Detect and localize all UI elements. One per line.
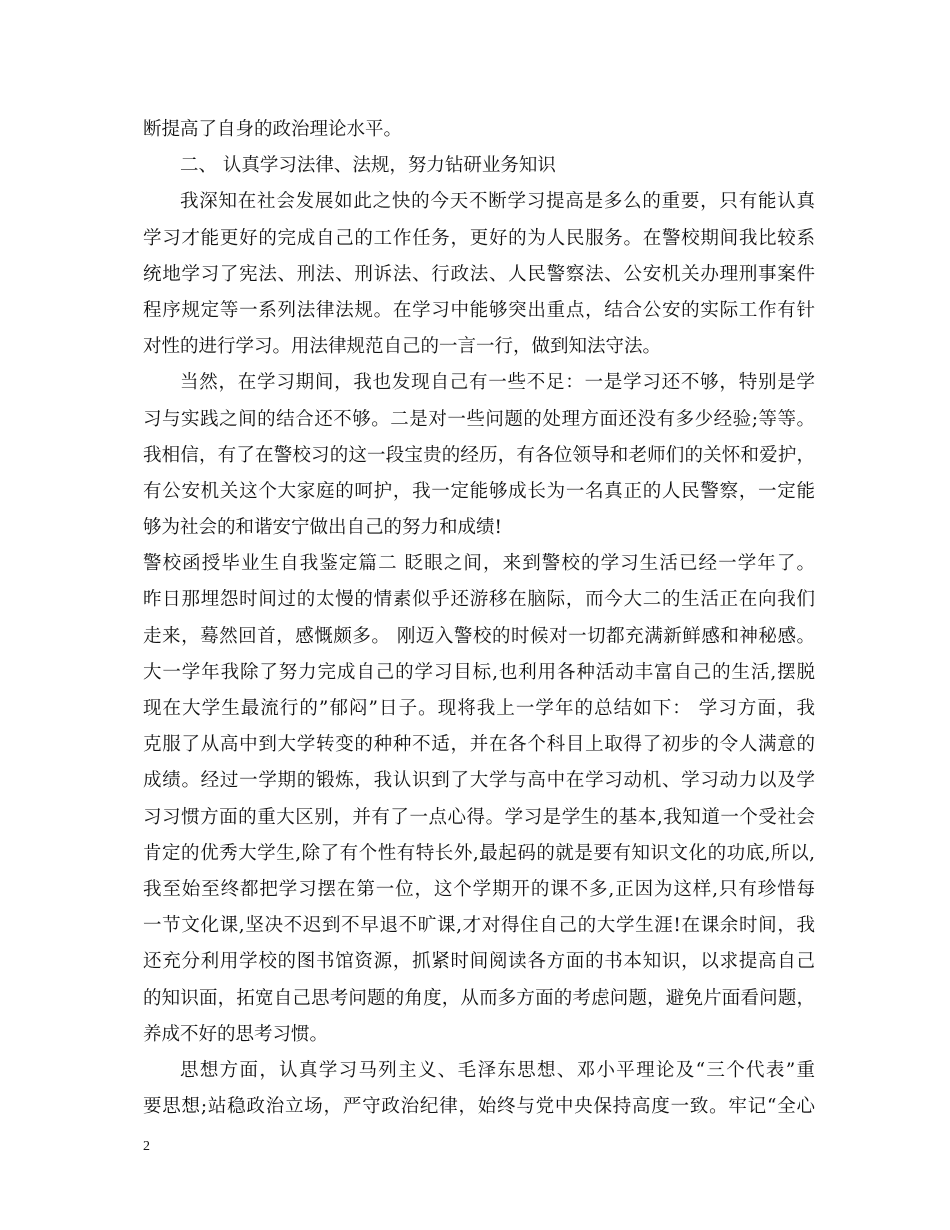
text-line: 思想方面，认真学习马列主义、毛泽东思想、邓小平理论及“三个代表”重 [180,1059,815,1081]
text-line: 还充分利用学校的图书馆资源，抓紧时间阅读各方面的书本知识，以求提高自己 [143,951,815,973]
text-line: 昨日那埋怨时间过的太慢的情素似乎还游移在脑际，而今大二的生活正在向我们 [143,589,815,611]
text-line: 克服了从高中到大学转变的种种不适，并在各个科目上取得了初步的令人满意的 [143,734,815,756]
text-line: 二、 认真学习法律、法规，努力钻研业务知识 [180,155,556,177]
text-line: 对性的进行学习。用法律规范自己的一言一行，做到知法守法。 [143,336,662,358]
text-line: 一节文化课,坚决不迟到不早退不旷课,才对得住自己的大学生涯!在课余时间，我 [143,915,815,937]
text-line: 我相信，有了在警校习的这一段宝贵的经历，有各位领导和老师们的关怀和爱护， [143,444,815,466]
text-line: 有公安机关这个大家庭的呵护，我一定能够成长为一名真正的人民警察，一定能 [143,480,815,502]
text-line: 断提高了自身的政治理论水平。 [143,119,403,140]
text-line: 学习才能更好的完成自己的工作任务，更好的为人民服务。在警校期间我比较系 [143,227,815,249]
text-line: 够为社会的和谐安宁做出自己的努力和成绩! [143,517,502,539]
text-line: 现在大学生最流行的”郁闷”日子。现将我上一学年的总结如下： 学习方面，我 [143,698,815,719]
text-line: 大一学年我除了努力完成自己的学习目标,也利用各种活动丰富自己的生活,摆脱 [143,661,815,683]
text-line: 的知识面，拓宽自己思考问题的角度，从而多方面的考虑问题，避免片面看问题， [143,987,815,1009]
text-line: 肯定的优秀大学生,除了有个性有特长外,最起码的就是要有知识文化的功底,所以, [143,842,815,864]
text-line: 习习惯方面的重大区别，并有了一点心得。学习是学生的基本,我知道一个受社会 [143,806,815,828]
document-body [143,112,815,1125]
text-line: 成绩。经过一学期的锻炼，我认识到了大学与高中在学习动机、学习动力以及学 [143,770,815,792]
text-line: 我深知在社会发展如此之快的今天不断学习提高是多么的重要，只有能认真 [180,191,815,213]
page-number: 2 [143,1139,150,1154]
text-line: 程序规定等一系列法律法规。在学习中能够突出重点，结合公安的实际工作有针 [143,299,815,321]
text-line: 要思想;站稳政治立场，严守政治纪律，始终与党中央保持高度一致。牢记“全心 [143,1096,815,1118]
text-line: 警校函授毕业生自我鉴定篇二 眨眼之间，来到警校的学习生活已经一学年了。 [143,553,815,575]
text-line: 统地学习了宪法、刑法、刑诉法、行政法、人民警察法、公安机关办理刑事案件 [143,263,815,285]
text-line: 我至始至终都把学习摆在第一位，这个学期开的课不多,正因为这样,只有珍惜每 [143,878,815,900]
text-line: 习与实践之间的结合还不够。二是对一些问题的处理方面还没有多少经验;等等。 [143,408,815,430]
text-line: 养成不好的思考习惯。 [143,1023,329,1045]
text-line: 走来，蓦然回首，感慨颇多。 刚迈入警校的时候对一切都充满新鲜感和神秘感。 [143,625,815,647]
text-line: 当然，在学习期间，我也发现自己有一些不足：一是学习还不够，特别是学 [180,372,815,394]
